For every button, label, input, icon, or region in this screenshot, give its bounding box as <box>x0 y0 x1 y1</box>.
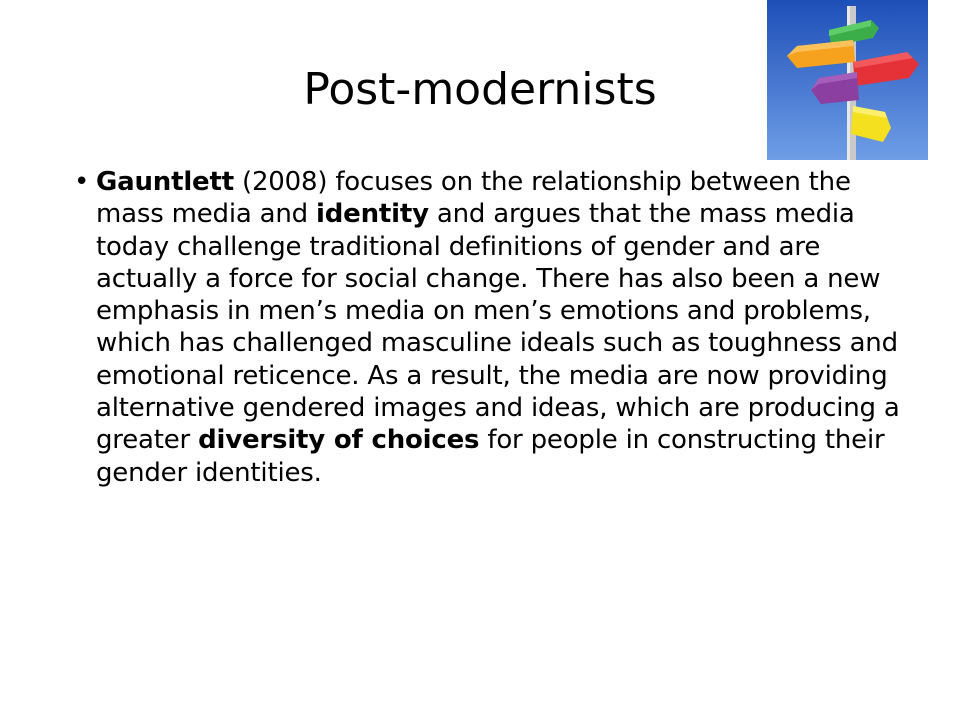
bullet-bold-text: diversity of choices <box>198 425 480 456</box>
signpost-icon <box>767 0 928 160</box>
bullet-text: for people in constructing their gender identities. <box>96 425 885 488</box>
bullet-text: (2008) focuses on the relationship between the mass media and <box>96 167 851 230</box>
slide-title: Post-modernists <box>303 64 657 115</box>
bullet-bold-text: identity <box>316 199 429 230</box>
bullet-list <box>76 166 910 489</box>
bullet-marker: • <box>74 167 90 197</box>
bullet-bold-text: Gauntlett <box>96 167 234 197</box>
bullet-item <box>76 166 910 489</box>
bullet-text: and argues that the mass media today challenge traditional definitions of gender and are actually a force for social change. There has also been a new emphasis in men’s media on men’s emotions and problems, which has challenged masculine ideals such as toughness and emotional reticence. As a result, the media are now providing alternative gendered images and ideas, which are producing a greater <box>96 199 900 456</box>
